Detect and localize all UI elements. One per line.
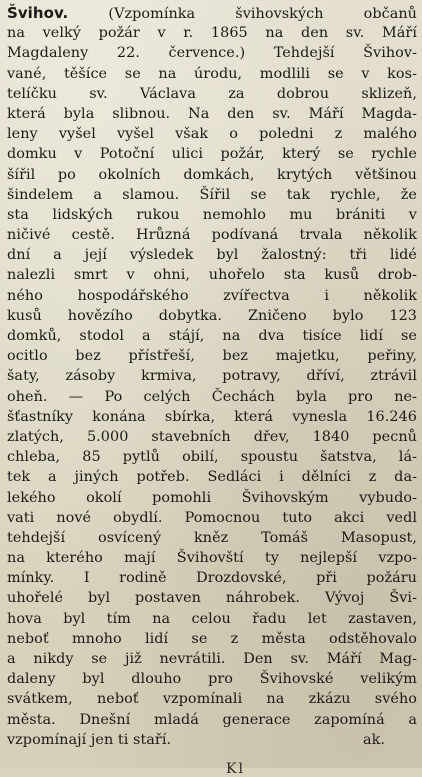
article-line-24: tek a jiných potřeb. Sedláci i dělníci z da-: [7, 469, 417, 486]
article-line-37: [7, 730, 417, 750]
article-line-32: neboť mnoho lidí se z města odstěhovalo: [7, 630, 417, 647]
article-line-25: lekého okolí pomohli Švihovským vybudo-: [7, 489, 417, 506]
article-line-12: ničivé cestě. Hrůzná podívaná trvala několik: [7, 227, 417, 244]
article-line-4: vané, těšíce se na úrodu, modlili se v kos-: [7, 65, 417, 82]
article-line-27: tehdejší osvícený kněz Tomáš Masopust,: [7, 529, 417, 546]
article-line-3: Magdaleny 22. července.) Tehdejší Švihov-: [7, 45, 417, 62]
article-last-line-text: vzpomínají jen ti staří.: [7, 731, 172, 748]
article-line-30: uhořelé byl postaven náhrobek. Vývoj Švi-: [7, 590, 417, 607]
article-line-29: mínky. I rodině Drozdovské, při požáru: [7, 570, 417, 587]
cutoff-text: Kl: [226, 761, 245, 777]
article-line-2: na velký požár v r. 1865 na den sv. Máří: [7, 25, 417, 42]
article-line-15: ného hospodářského zvířectva i několik: [7, 287, 417, 304]
article-line-20: oheň. — Po celých Čechách byla pro ne-: [7, 388, 417, 405]
article-line-36: města. Dnešní mladá generace zapomíná a: [7, 711, 417, 728]
article-line-16: kusů hovězího dobytka. Zničeno bylo 123: [7, 307, 417, 324]
article-line-34: daleny byl dlouho pro Švihovské velikým: [7, 671, 417, 688]
article-line-10: šindelem a slamou. Šířil se tak rychle, že: [7, 186, 417, 203]
article-line-11: sta lidských rukou nemohlo mu brániti v: [7, 206, 417, 223]
article-line-28: na kterého mají Švihovští ty nejlepší vzpo-: [7, 550, 417, 567]
article-line-33: a nikdy se již nevrátili. Den sv. Máří Mag-: [7, 651, 417, 667]
article-line-35: svátkem, neboť vzpomínali na zkázu svého: [7, 691, 417, 708]
article-line-8: domku v Potoční ulici požár, který se rychle: [7, 146, 417, 163]
article-line-14: nalezli smrt v ohni, uhořelo sta kusů drob-: [7, 267, 417, 284]
article-line-17: domků, stodol a stájí, na dva tisíce lidí se: [7, 328, 417, 344]
article-line-31: hova byl tím na celou řadu let zastaven,: [7, 610, 417, 627]
article-line-13: dní a její výsledek byl žalostný: tři lidé: [7, 247, 417, 264]
article-line-19: šaty, zásoby krmiva, potravy, dříví, ztrávil: [7, 368, 417, 385]
author-signature: ak.: [362, 731, 385, 748]
article-line-1: [7, 3, 417, 23]
article-line-21: šťastníky konána sbírka, která vynesla 16.246: [7, 408, 417, 425]
article-line-9: šířil po okolních domkách, krytých většinou: [7, 166, 417, 183]
article-line-18: ocitlo bez přístřeší, bez majetku, peřiny,: [7, 348, 417, 365]
article-heading: Švihov.: [7, 4, 69, 22]
article-line-7: leny vyšel vyšel však o poledni z malého: [7, 126, 417, 143]
article-line-26: vati nové obydlí. Pomocnou tuto akci vedl: [7, 509, 417, 526]
article-line-5: telíčku sv. Václava za dobrou sklizeň,: [7, 85, 417, 102]
article-line-text: (Vzpomínka švihovských občanů: [108, 6, 417, 22]
article-line-22: zlatých, 5.000 stavebních dřev, 1840 pecnů: [7, 428, 417, 445]
cutoff-next-article: [0, 753, 422, 777]
article-column: [7, 3, 417, 750]
article-line-6: která byla slibnou. Na den sv. Máří Magda-: [7, 105, 417, 122]
article-line-23: chleba, 85 pytlů obilí, spoustu šatstva, lá-: [7, 449, 417, 466]
